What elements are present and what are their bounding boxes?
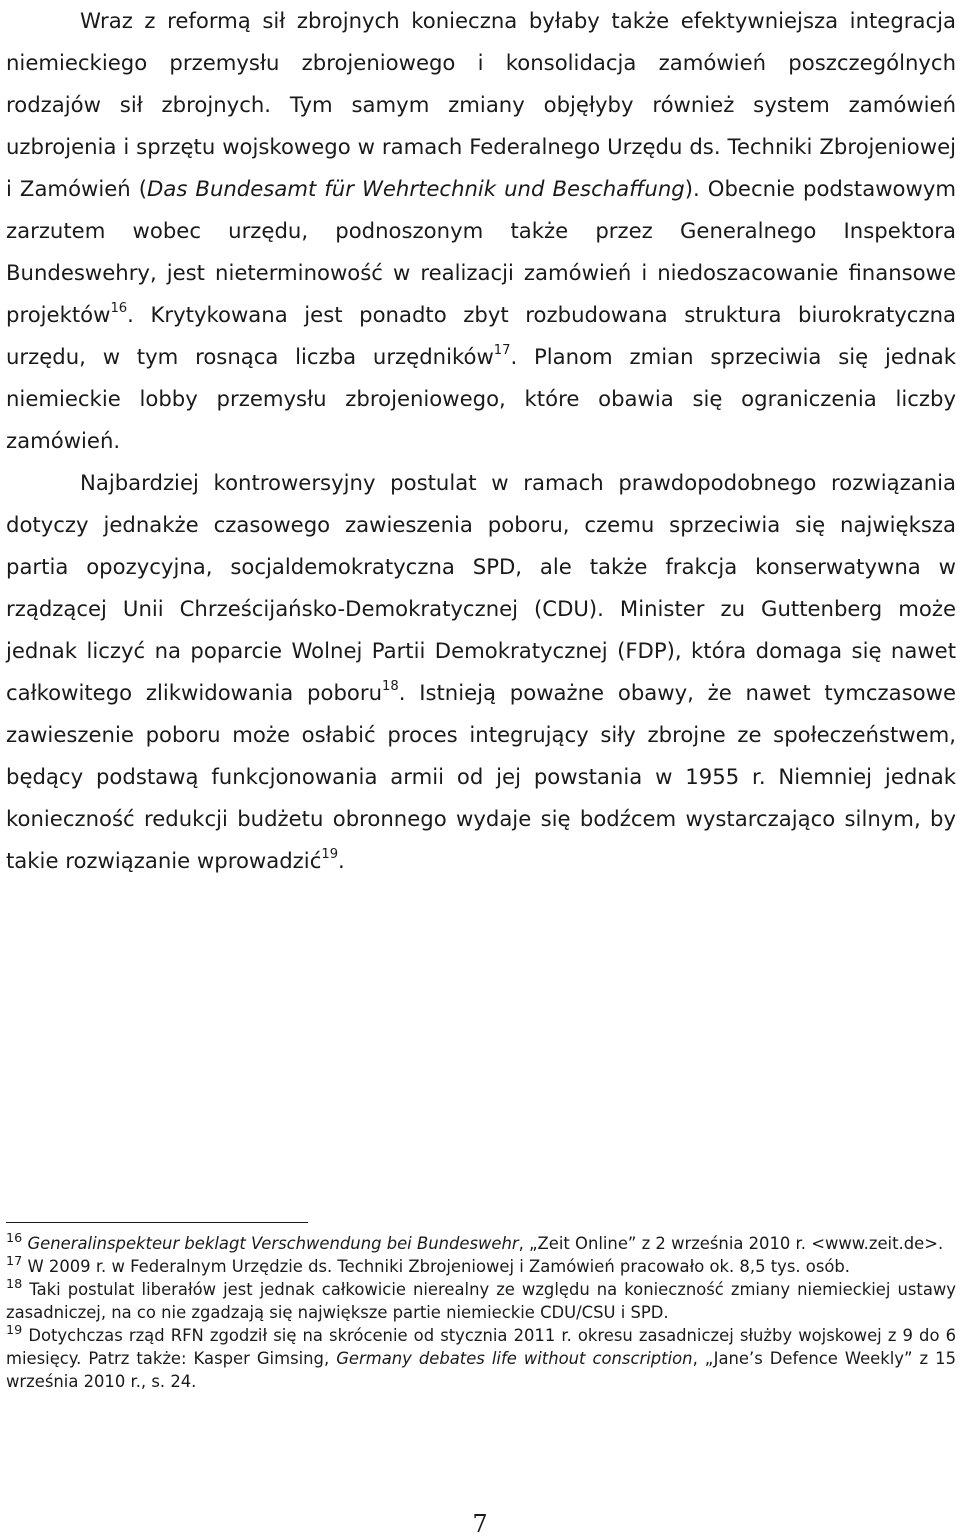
footnote-ref: 16 — [110, 301, 128, 317]
footnote-ref: 19 — [6, 1322, 23, 1338]
footnote-ref: 17 — [6, 1253, 23, 1269]
footnote-ref: 17 — [493, 343, 511, 359]
text-run: Dotychczas rząd RFN zgodził się na skrócenie od stycznia 2011 r. okresu zasadniczej służby wojskowej z 9 do 6 miesięcy. Patrz także: Kasper Gimsing, — [6, 1326, 956, 1368]
paragraph-list — [6, 0, 956, 882]
text-run: W 2009 r. w Federalnym Urzędzie ds. Techniki Zbrojeniowej i Zamówień pracowało ok. 8,5 tys. osób. — [22, 1257, 850, 1276]
italic-text: Generalinspekteur beklagt Verschwendung bei Bundeswehr — [27, 1234, 519, 1253]
text-run: . Planom zmian sprzeciwia się jednak niemieckie lobby przemysłu zbrojeniowego, które obawia się ograniczenia liczby zamówień. — [6, 344, 957, 453]
text-run: . Istnieją poważne obawy, że nawet tymczasowe zawieszenie poboru może osłabić proces integrujący siły zbrojne ze społeczeństwem, będący podstawą funkcjonowania armii od jej powstania w 1955 r. Niemniej jednak konieczność redukcji budżetu obronnego wydaje się bodźcem wystarczająco silnym, by takie rozwiązanie wprowadzić — [6, 680, 956, 873]
page-number: 7 — [472, 1510, 488, 1538]
footnote — [6, 1232, 956, 1255]
text-run: Taki postulat liberałów jest jednak całkowicie nierealny ze względu na konieczność zmiany niemieckiej ustawy zasadniczej, na co nie zgadzają się największe partie niemieckie CDU/CSU i SPD. — [6, 1280, 956, 1322]
footnote-list — [6, 1232, 956, 1393]
text-run: Wraz z reformą sił zbrojnych konieczna byłaby także efektywniejsza integracja niemieckiego przemysłu zbrojeniowego i konsolidacja zamówień poszczególnych rodzajów sił zbrojnych. Tym samym zmiany objęłyby również system zamówień uzbrojenia i sprzętu wojskowego w ramach Federalnego Urzędu ds. Techniki Zbrojeniowej i Zamówień ( — [6, 8, 956, 201]
text-run: Najbardziej kontrowersyjny postulat w ramach prawdopodobnego rozwiązania dotyczy jednakże czasowego zawieszenia poboru, czemu sprzeciwia się największa partia opozycyjna, socjaldemokratyczna SPD, ale także frakcja konserwatywna w rządzącej Unii Chrześcijańsko-Demokratycznej (CDU). Minister zu Guttenberg może jednak liczyć na poparcie Wolnej Partii Demokratycznej (FDP), która domaga się nawet całkowitego zlikwidowania poboru — [6, 470, 956, 705]
body-paragraph — [6, 462, 956, 882]
text-run: , „Jane’s Defence Weekly” z 15 września 2010 r., s. 24. — [6, 1349, 957, 1391]
footnote-ref: 18 — [382, 679, 399, 695]
italic-text: Germany debates life without conscription — [336, 1349, 693, 1368]
italic-text: Das Bundesamt für Wehrtechnik und Beschaffung — [147, 176, 685, 201]
body-paragraph — [6, 0, 956, 462]
document-body — [6, 0, 956, 882]
footnote-separator — [6, 1222, 308, 1223]
footnote-ref: 18 — [6, 1276, 23, 1292]
text-run: . Krytykowana jest ponadto zbyt rozbudowana struktura biurokratyczna urzędu, w tym rosnąca liczba urzędników — [6, 302, 956, 369]
footnote-ref: 19 — [321, 847, 339, 863]
footnote — [6, 1255, 956, 1278]
text-run: ). Obecnie podstawowym zarzutem wobec urzędu, podnoszonym także przez Generalnego Inspektora Bundeswehry, jest nieterminowość w realizacji zamówień i niedoszacowanie finansowe projektów — [6, 176, 956, 327]
text-run: , „Zeit Online” z 2 września 2010 r. <www.zeit.de>. — [518, 1234, 944, 1253]
footnote — [6, 1278, 956, 1324]
footnote — [6, 1324, 956, 1393]
footnote-ref: 16 — [6, 1230, 23, 1246]
text-run: . — [338, 848, 345, 873]
